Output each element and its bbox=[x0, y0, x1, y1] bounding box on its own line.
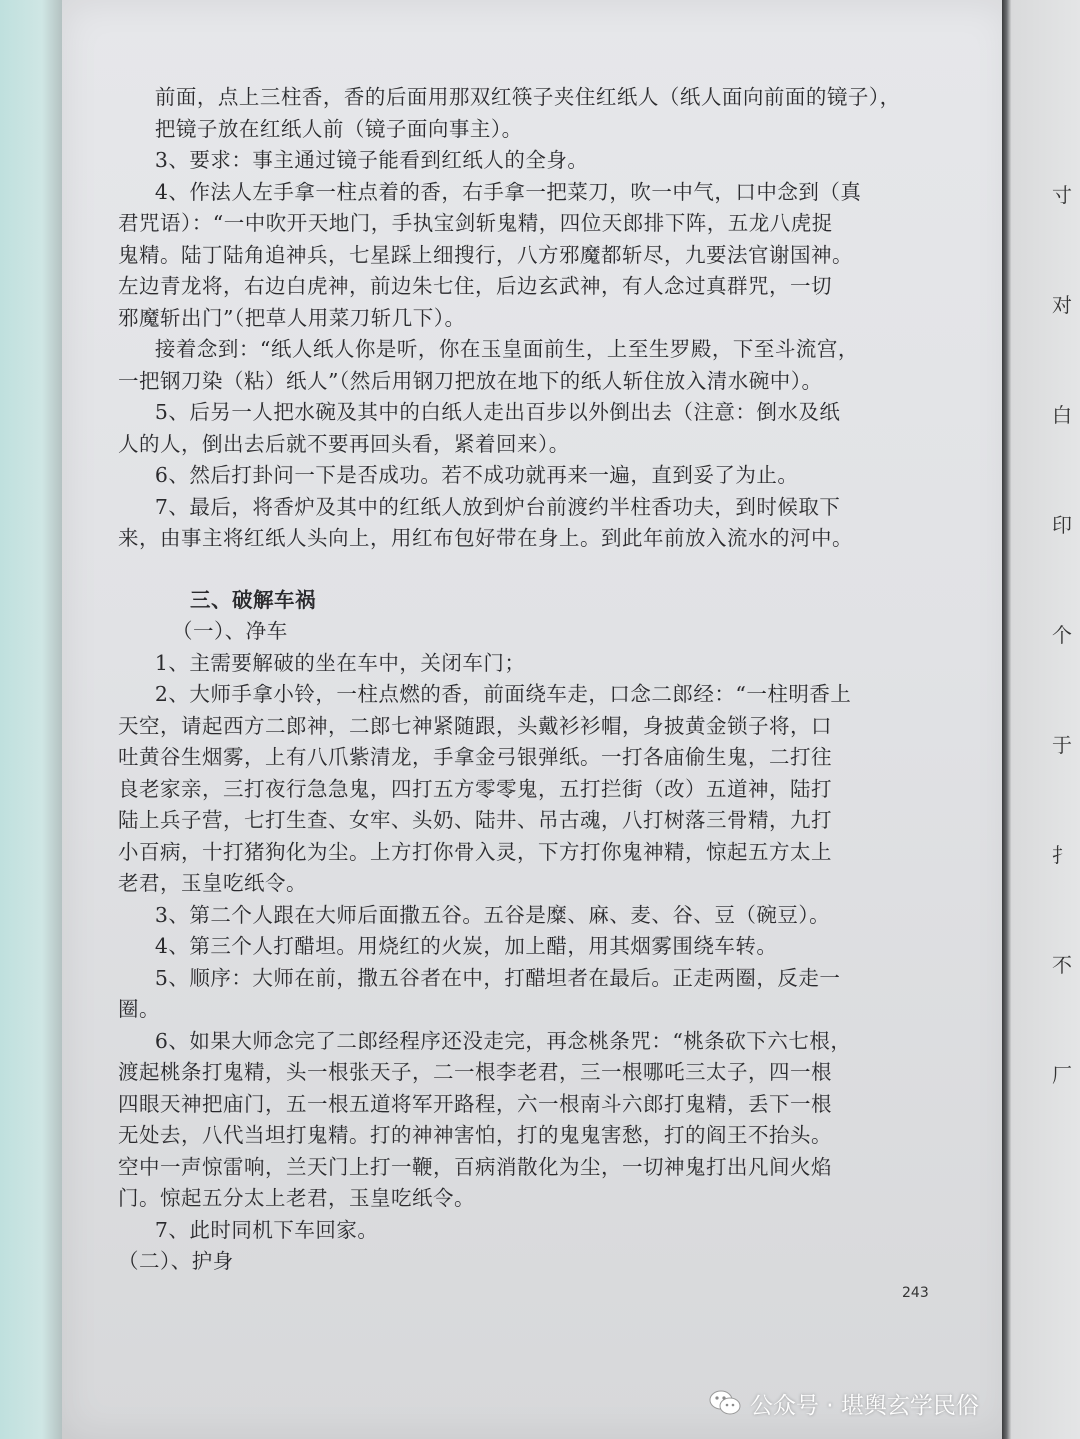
section-heading: 三、破解车祸 bbox=[190, 587, 316, 612]
margin-mark: 不 bbox=[1052, 953, 1072, 977]
margin-mark: 扌 bbox=[1052, 843, 1072, 867]
margin-mark: 寸 bbox=[1052, 183, 1072, 207]
text-line: 来，由事主将红纸人头向上，用红布包好带在身上。到此年前放入流水的河中。 bbox=[118, 526, 853, 550]
text-line: 4、第三个人打醋坦。用烧红的火炭，加上醋，用其烟雾围绕车转。 bbox=[154, 934, 778, 958]
text-line: 陆上兵子营，七打生查、女牢、头奶、陆井、吊古魂，八打树落三骨精，九打 bbox=[118, 808, 832, 832]
text-line: 君咒语）：“一中吹开天地门，手执宝剑斩鬼精，四位天郎排下阵，五龙八虎捉 bbox=[118, 211, 833, 235]
page-number: 243 bbox=[902, 1285, 929, 1301]
text-line: 圈。 bbox=[118, 997, 160, 1021]
text-line: 渡起桃条打鬼精，头一根张天子，二一根李老君，三一根哪吒三太子，四一根 bbox=[118, 1060, 832, 1084]
text-line: 无处去，八代当坦打鬼精。打的神神害怕，打的鬼鬼害愁，打的阎王不抬头。 bbox=[118, 1123, 832, 1147]
text-line: 1、主需要解破的坐在车中，关闭车门； bbox=[154, 650, 526, 675]
text-line: 7、此时同机下车回家。 bbox=[154, 1217, 379, 1242]
adjacent-page-fragments bbox=[1052, 140, 1072, 1130]
text-line: 天空，请起西方二郎神，二郎七神紧随跟，头戴衫衫帽，身披黄金锁子将，口 bbox=[118, 713, 832, 738]
text-line: 5、后另一人把水碗及其中的白纸人走出百步以外倒出去（注意：倒水及纸 bbox=[154, 400, 841, 424]
text-line: 良老家亲，三打夜行急急鬼，四打五方零零鬼，五打拦街（改）五道神，陆打 bbox=[118, 776, 832, 801]
text-line: 老君，玉皇吃纸令。 bbox=[118, 871, 307, 895]
page-body-text bbox=[118, 82, 948, 1278]
text-line: 6、如果大师念完了二郎经程序还没走完，再念桃条咒：“桃条砍下六七根， bbox=[154, 1028, 852, 1053]
text-line: 接着念到：“纸人纸人你是听，你在玉皇面前生，上至生罗殿，下至斗流宫， bbox=[154, 337, 859, 361]
text-line: 一把钢刀染（粘）纸人”（然后用钢刀把放在地下的纸人斩住放入清水碗中）。 bbox=[118, 368, 823, 393]
text-line: 前面，点上三柱香，香的后面用那双红筷子夹住红纸人（纸人面向前面的镜子）， bbox=[154, 85, 901, 109]
left-background-edge bbox=[0, 0, 70, 1439]
margin-mark: 厂 bbox=[1052, 1063, 1072, 1087]
text-line: 把镜子放在红纸人前（镜子面向事主）。 bbox=[154, 116, 523, 141]
margin-mark: 于 bbox=[1052, 733, 1072, 757]
wechat-icon bbox=[708, 1388, 742, 1418]
text-line: 3、要求：事主通过镜子能看到红纸人的全身。 bbox=[154, 148, 589, 172]
text-line: 4、作法人左手拿一柱点着的香，右手拿一把菜刀，吹一中气，口中念到（真 bbox=[154, 179, 862, 204]
text-line: 人的人，倒出去后就不要再回头看，紧着回来）。 bbox=[118, 431, 570, 456]
text-line: 小百病，十打猪狗化为尘。上方打你骨入灵，下方打你鬼神精，惊起五方太上 bbox=[118, 839, 832, 864]
text-line: 3、第二个人跟在大师后面撒五谷。五谷是糜、麻、麦、谷、豆（碗豆）。 bbox=[154, 902, 831, 927]
margin-mark: 个 bbox=[1052, 623, 1072, 647]
subsection-heading: （一）、净车 bbox=[172, 619, 288, 643]
text-line: 7、最后，将香炉及其中的红纸人放到炉台前渡约半柱香功夫，到时候取下 bbox=[154, 494, 841, 519]
text-line: 邪魔斩出门”（把草人用菜刀斩几下）。 bbox=[118, 305, 466, 330]
watermark-text: 公众号 · 堪舆玄学民俗 bbox=[750, 1392, 979, 1419]
watermark bbox=[708, 1385, 979, 1421]
text-line: 6、然后打卦问一下是否成功。若不成功就再来一遍，直到妥了为止。 bbox=[154, 463, 799, 487]
text-line: 5、顺序：大师在前，撒五谷者在中，打醋坦者在最后。正走两圈，反走一 bbox=[154, 965, 841, 990]
text-line: 鬼精。陆丁陆角追神兵，七星踩上细搜行，八方邪魔都斩尽，九要法官谢国神。 bbox=[118, 242, 853, 267]
text-line: 左边青龙将，右边白虎神，前边朱七住，后边玄武神，有人念过真群咒，一切 bbox=[118, 274, 832, 298]
text-line: 四眼天神把庙门，五一根五道将军开路程，六一根南斗六郎打鬼精，丢下一根 bbox=[118, 1091, 832, 1116]
subsection-heading: （二）、护身 bbox=[118, 1249, 234, 1273]
margin-mark: 印 bbox=[1052, 513, 1072, 537]
margin-mark: 白 bbox=[1052, 403, 1072, 427]
text-line: 门。惊起五分太上老君，玉皇吃纸令。 bbox=[118, 1186, 475, 1210]
text-line: 空中一声惊雷响，兰天门上打一鞭，百病消散化为尘，一切神鬼打出凡间火焰 bbox=[118, 1154, 832, 1179]
margin-mark: 对 bbox=[1052, 293, 1072, 317]
text-line: 2、大师手拿小铃，一柱点燃的香，前面绕车走，口念二郎经：“一柱明香上 bbox=[154, 682, 852, 706]
text-line: 吐黄谷生烟雾，上有八爪紫清龙，手拿金弓银弹纸。一打各庙偷生鬼，二打往 bbox=[118, 745, 832, 769]
